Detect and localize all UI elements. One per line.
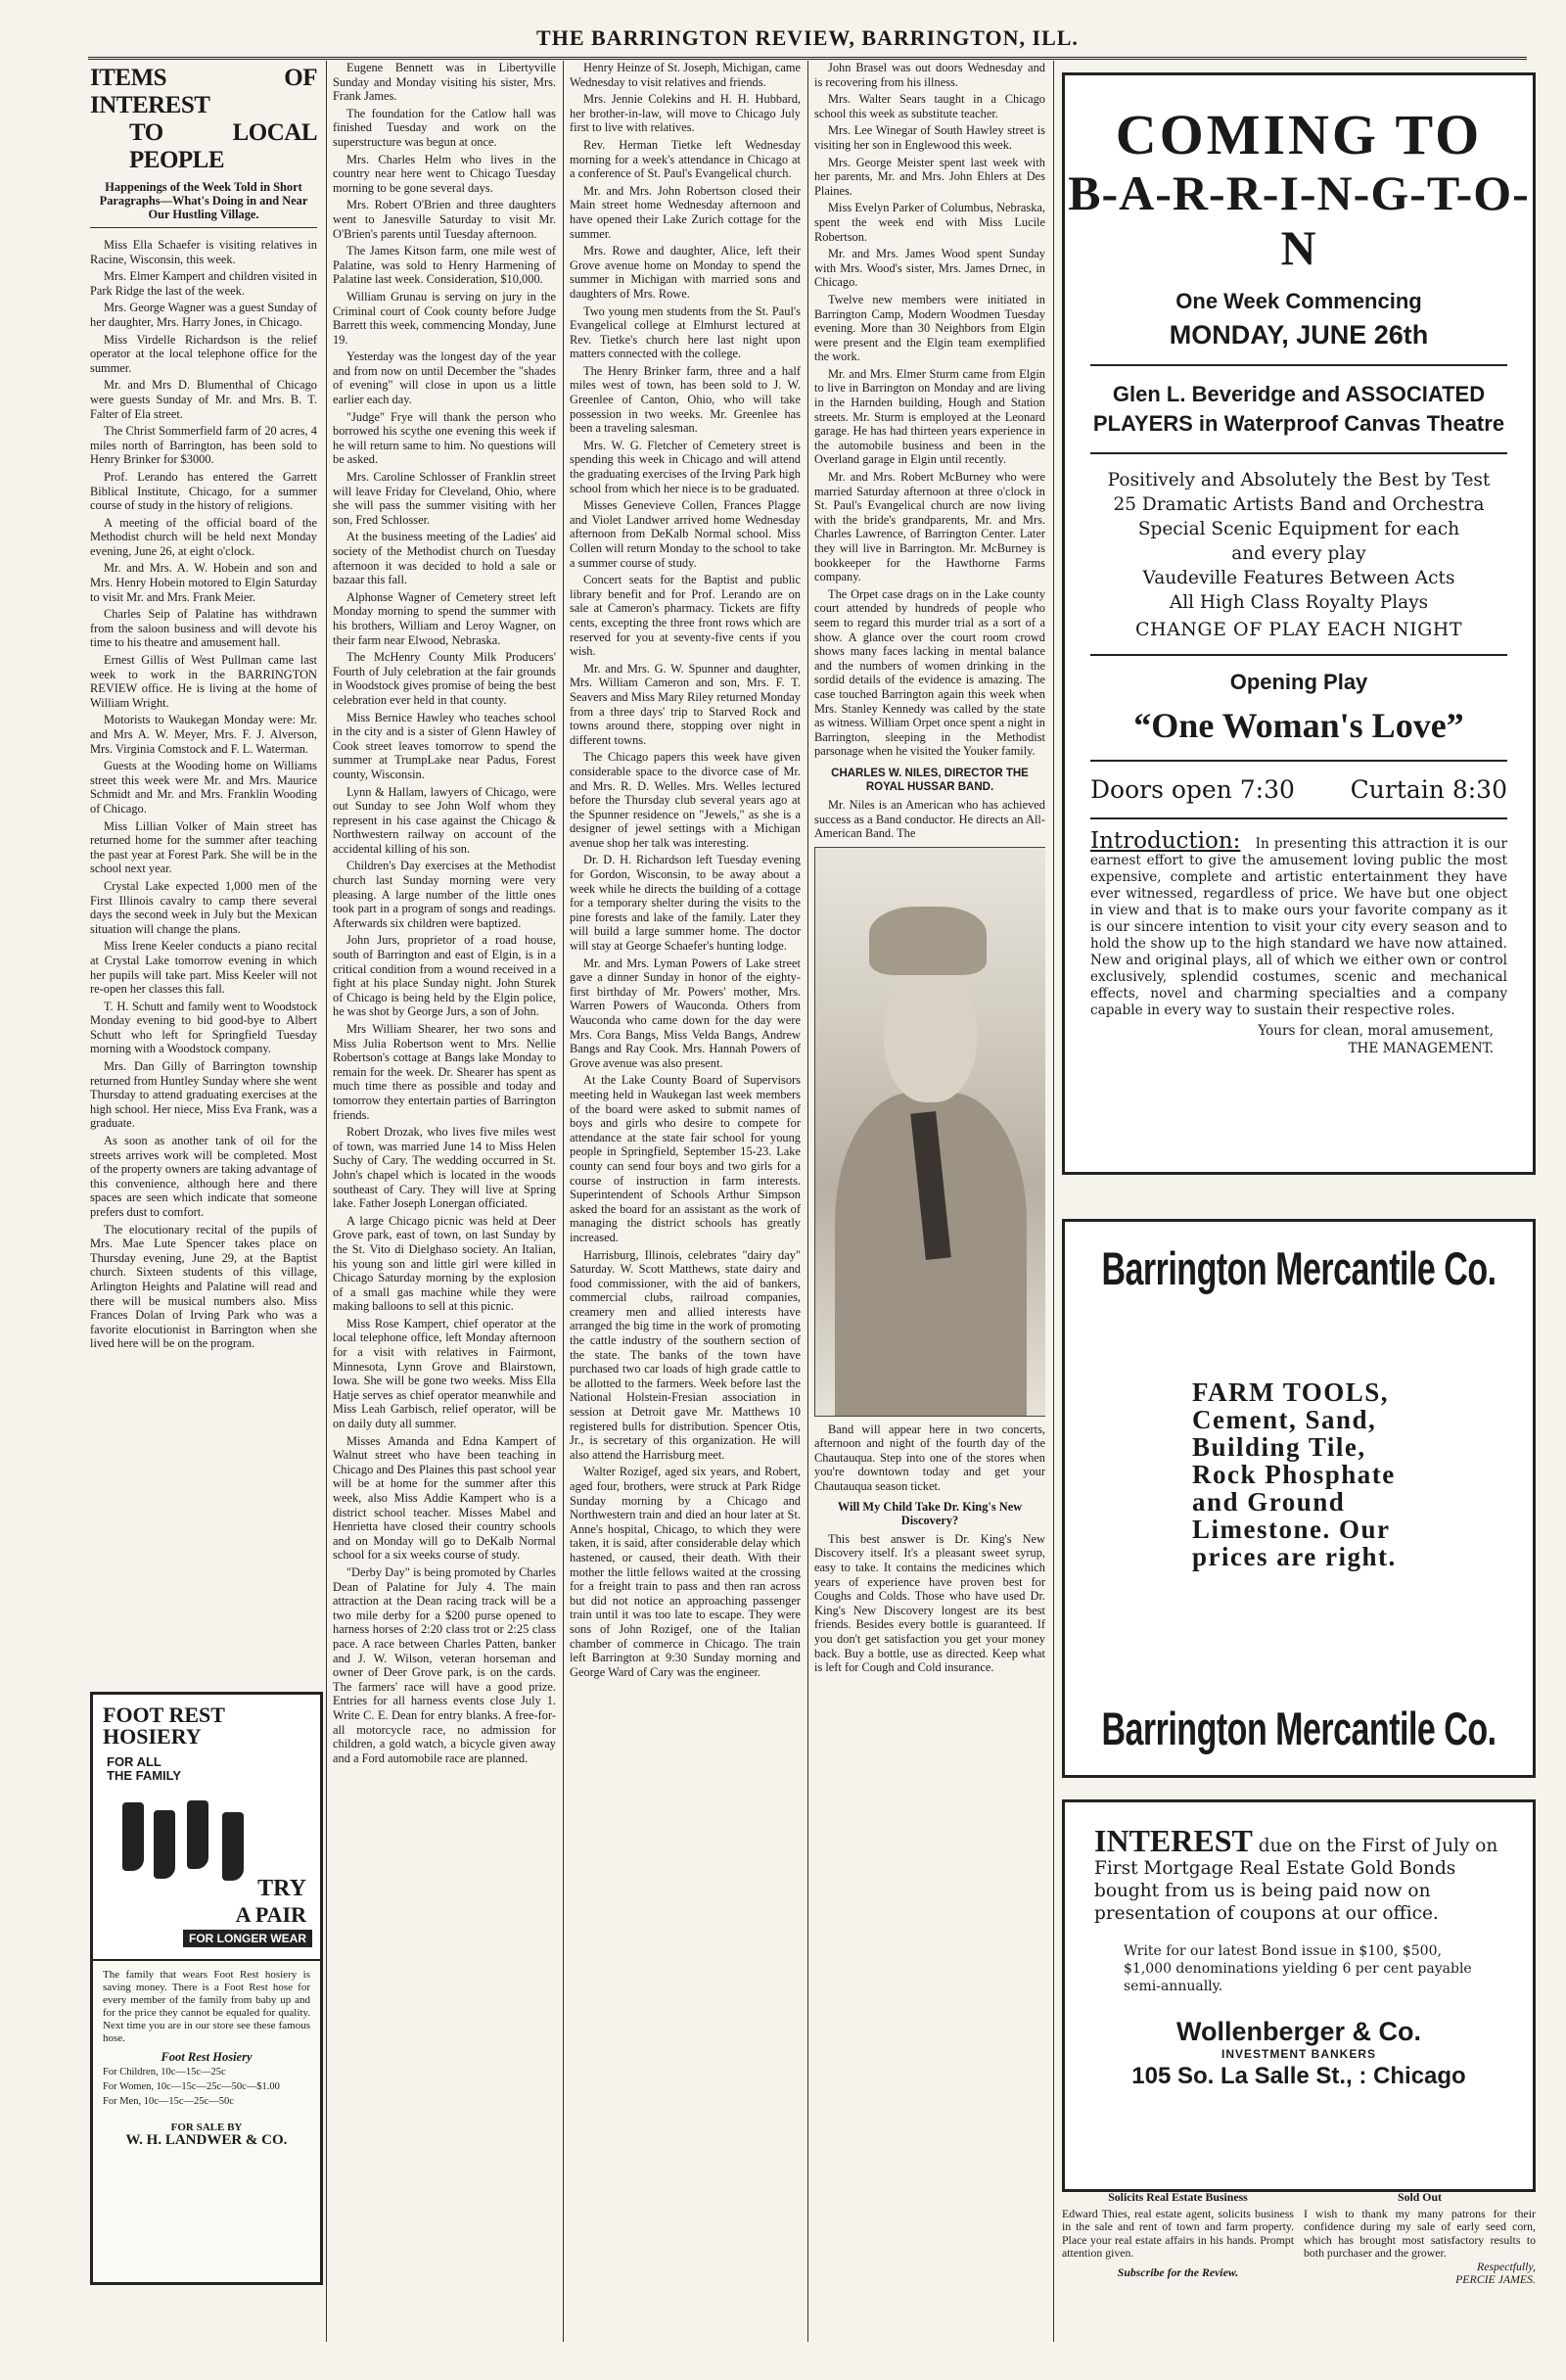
king-title: Will My Child Take Dr. King's New Discovery?: [837, 1499, 1023, 1528]
feature-5: Vaudeville Features Between Acts: [1142, 568, 1455, 588]
divider: [1090, 654, 1507, 656]
product-line: Rock Phosphate: [1192, 1460, 1396, 1489]
column-3: [570, 61, 801, 2342]
news-item: The Chicago papers this week have given considerable space to the divorce case of Mr. and Mrs. R. D. Welles. Mrs. Welles lectured before the Thursday club several years ago at the Spunner residence on "Jewels," as she is a designer of jewel settings with a Michigan avenue shop her talk was interesting.: [570, 750, 801, 850]
caption-text: Mr. Niles is an American who has achieved success as a Band conductor. He directs an All-American Band. The: [814, 797, 1045, 841]
news-item: Henry Heinze of St. Joseph, Michigan, came Wednesday to visit relatives and friends.: [570, 61, 801, 89]
news-item: Eugene Bennett was in Libertyville Sunday and Monday visiting his sister, Mrs. Frank James.: [333, 61, 556, 104]
news-item: At the business meeting of the Ladies' aid society of the Methodist church on Tuesday afternoon it was decided to hold a sale or bazaar this fall.: [333, 530, 556, 587]
sold-out-notice: [1304, 2191, 1536, 2357]
king-text: This best answer is Dr. King's New Discovery itself. It's a pleasant sweet syrup, easy to take. It contains the medicines which years of experience have proven best for Coughs and Colds. Those who have used Dr. King's New Discovery longest are its best friends. Besides every bottle is guaranteed. If you don't get satisfaction you get your money back. Buy a bottle, use as directed. Keep what is left for Cough and Cold insurance.: [814, 1531, 1045, 1675]
ad-subtitle-line-1: FOR ALL: [107, 1754, 161, 1769]
doors-open: Doors open 7:30: [1090, 775, 1295, 804]
feature-1: Positively and Absolutely the Best by Test: [1107, 470, 1491, 490]
store-name: W. H. LANDWER & CO.: [125, 2132, 288, 2148]
divider: [1090, 760, 1507, 762]
feature-3: Special Scenic Equipment for each: [1137, 519, 1460, 539]
foot-rest-hosiery-ad: [90, 1692, 323, 2285]
ad-title: [103, 1704, 225, 1748]
ad-subtitle: [107, 1755, 181, 1783]
product-line: Building Tile,: [1192, 1432, 1366, 1462]
masthead: THE BARRINGTON REVIEW, BARRINGTON, ILL.: [88, 20, 1527, 60]
news-item: Mrs. George Meister spent last week with her parents, Mr. and Mrs. John Ehlers at Des Plaines.: [814, 155, 1045, 198]
news-item: Miss Virdelle Richardson is the relief operator at the local telephone office for the summer.: [90, 332, 317, 375]
subscribe-line: Subscribe for the Review.: [1117, 2264, 1239, 2279]
news-item: Guests at the Wooding home on Williams street this week were Mr. and Mrs. Maurice Schmidt and Mr. and Mrs. Franklin Wooding of Chicago.: [90, 759, 317, 816]
change-of-play: CHANGE OF PLAY EACH NIGHT: [1134, 619, 1463, 640]
news-item: Dr. D. H. Richardson left Tuesday evening for Gordon, Wisconsin, to be away about a week while he directs the building of a cottage for a temporary shelter during the visits to the pine forests and lake of the family. Later they will build a large summer home. The doctor will stay at George Schaefer's hunting lodge.: [570, 853, 801, 954]
news-item: Rev. Herman Tietke left Wednesday morning for a week's attendance in Chicago at a conference of St. Paul's Evangelical church.: [570, 137, 801, 181]
column-1: [90, 61, 317, 1686]
price-women: For Women, 10c—15c—25c—50c—$1.00: [103, 2081, 280, 2092]
col3-articles: [570, 61, 801, 1679]
ad-title-line-2: HOSIERY: [103, 1724, 202, 1749]
news-item: Mrs. Lee Winegar of South Hawley street is visiting her son in Englewood this week.: [814, 123, 1045, 152]
news-item: T. H. Schutt and family went to Woodstock Monday evening to bid good-bye to Albert Schutt who left for Springfield Tuesday morning with a Woodstock company.: [90, 999, 317, 1056]
news-item: Crystal Lake expected 1,000 men of the First Illinois cavalry to camp there several days the second week in July but the Mexican situation will change the plans.: [90, 878, 317, 936]
news-item: Miss Bernice Hawley who teaches school in the city and is a sister of Glenn Hawley of Cook street leaves tomorrow to spend the summer at TrumpLake near Padus, Forest county, Wisconsin.: [333, 710, 556, 781]
news-item: The Henry Brinker farm, three and a half miles west of town, has been sold to J. W. Greenlee of Canton, Ohio, who will take possession in two weeks. Mr. Greenlee has been a traveling salesman.: [570, 363, 801, 436]
interest-body: due on the First of July on First Mortgage Real Estate Gold Bonds bought from us is being paid now on presentation of coupons at our office.: [1094, 1836, 1498, 1924]
monday-date: MONDAY, JUNE 26th: [1169, 320, 1429, 350]
news-item: John Jurs, proprietor of a road house, south of Barrington and east of Elgin, is in a critical condition from a wound received in a fight at his place Sunday night. John Sturek of Chicago is being held by the Elgin police, he was shot by George Jurs, a son of John.: [333, 933, 556, 1019]
ad-try: TRY: [257, 1876, 306, 1901]
news-item: Mrs William Shearer, her two sons and Miss Julia Robertson went to Mrs. Nellie Robertson's cottage at Bangs lake Monday to remain for the week. Dr. Shearer has spent as much time there as possible and today and tomorrow they entertain parties of Barrington friends.: [333, 1022, 556, 1122]
show-times: [1090, 775, 1507, 804]
column-rule: [1053, 61, 1054, 2342]
news-item: Charles Seip of Palatine has withdrawn from the saloon business and will devote his time to his theatre and amusement hall.: [90, 607, 317, 650]
product-line: prices are right.: [1192, 1542, 1397, 1571]
intro-lead: Introduction:: [1090, 828, 1241, 854]
headline: [90, 65, 317, 174]
ad-pair: A PAIR: [235, 1902, 306, 1927]
investment-bankers: INVESTMENT BANKERS: [1221, 2047, 1376, 2061]
ad-title-line-1: FOOT REST: [103, 1703, 225, 1727]
divider: [1090, 364, 1507, 366]
news-item: Mrs. Jennie Colekins and H. H. Hubbard, her brother-in-law, will move to Chicago July first to live with relatives.: [570, 92, 801, 135]
news-item: Mr. and Mrs. A. W. Hobein and son and Mrs. Henry Hobein motored to Elgin Saturday to visit Mr. and Mrs. Frank Meier.: [90, 561, 317, 604]
interest-heading: INTEREST: [1094, 1823, 1253, 1858]
write-for-issue: Write for our latest Bond issue in $100, $500, $1,000 denominations yielding 6 per cent payable semi-annually.: [1124, 1943, 1472, 1994]
feature-2: 25 Dramatic Artists Band and Orchestra: [1113, 494, 1485, 515]
ad-subtitle-line-2: THE FAMILY: [107, 1768, 182, 1783]
news-item: John Brasel was out doors Wednesday and is recovering from his illness.: [814, 61, 1045, 89]
divider: [1090, 452, 1507, 454]
ad-longer-wear: FOR LONGER WEAR: [183, 1930, 312, 1947]
ad-hosiery-label: Foot Rest Hosiery: [161, 2050, 253, 2064]
mercantile-ad: [1062, 1219, 1536, 1778]
news-item: Concert seats for the Baptist and public library benefit and for Prof. Lerando are on sale at Cameron's pharmacy. Tickets are fifty cents, excepting the three front rows which are reserved for you at seventy-five cents if you wish.: [570, 573, 801, 659]
news-item: The elocutionary recital of the pupils of Mrs. Mae Lute Spencer takes place on Thursday evening, June 29, at the Baptist church. Sixteen students of this village, Arlington Heights and Palatine will read and there will be musical numbers also. Miss Frances Dolan of Irving Park who was a favorite elocutionist in Barrington when she lived here will be on the program.: [90, 1222, 317, 1351]
mercantile-name-top: Barrington Mercantile Co.: [1101, 1243, 1497, 1296]
news-item: Miss Lillian Volker of Main street has returned home for the summer after teaching the past year at Forest Park. She will be in the school next year.: [90, 818, 317, 876]
news-item: A large Chicago picnic was held at Deer Grove park, east of town, on last Sunday by the St. Vito di Dielghaso society. An Italian, his young son and little girl were killed in Chicago Saturday morning by the explosion of a small gas machine while they were making balloons to sell at this picnic.: [333, 1213, 556, 1314]
news-item: The James Kitson farm, one mile west of Palatine, was sold to Henry Harmening of Palatine last week. Consideration, $10,000.: [333, 244, 556, 287]
for-sale-by: FOR SALE BY: [170, 2122, 243, 2133]
subheadline: Happenings of the Week Told in Short Paragraphs—What's Doing in and Near Our Hustling Village.: [90, 180, 317, 228]
news-item: Mr. and Mrs. Elmer Sturm came from Elgin to live in Barrington on Monday and are living in the Harnden building, Hough and Station streets. Mr. Sturm is employed at the Leonard garage. He has had thirteen years experience in the automobile business and been in the Overland garage in Elgin until recently.: [814, 366, 1045, 467]
news-item: Miss Ella Schaefer is visiting relatives in Racine, Wisconsin, this week.: [90, 238, 317, 266]
news-item: Ernest Gillis of West Pullman came last week to work in the BARRINGTON REVIEW office. He is living at the home of William Wright.: [90, 653, 317, 710]
news-item: Misses Genevieve Collen, Frances Plagge and Violet Landwer arrived home Wednesday afternoon from DeKalb Normal school. Miss Collen will return Monday to the school to take a summer course of study.: [570, 498, 801, 570]
news-item: As soon as another tank of oil for the streets arrives work will be completed. Most of the property owners are taking advantage of this convenience, although here and there spaces are seen which indicate that someone prefers dust to comfort.: [90, 1134, 317, 1219]
product-line: and Ground: [1192, 1487, 1346, 1517]
introduction: [1090, 828, 1507, 1019]
management: THE MANAGEMENT.: [1348, 1041, 1494, 1056]
news-item: Mrs. Dan Gilly of Barrington township returned from Huntley Sunday where she went Thursday to attend graduating exercises at the high school. Her niece, Miss Eva Frank, was a graduate.: [90, 1059, 317, 1131]
product-line: FARM TOOLS,: [1192, 1377, 1390, 1407]
news-item: The Orpet case drags on in the Lake county court attended by hundreds of people who seem to regard this murder trial as a sort of a show. A glance over the court room crowd shows many faces lacking in mental balance and the numbers of women drinking in the sordid details of the evidence is amazing. The case touched Barrington again this week when Mrs. Stanley Kennedy was called by the state as witness. William Orpet once spent a night in Barrington, sleeping in the Methodist parsonage when he visited the Youker family.: [814, 586, 1045, 759]
col4-articles: [814, 61, 1045, 759]
news-item: Mr. and Mrs. James Wood spent Sunday with Mrs. Wood's sister, Mrs. James Drnec, in Chicago.: [814, 247, 1045, 290]
news-item: Children's Day exercises at the Methodist church last Sunday morning were very pleasing. A large number of the little ones took part in a program of songs and readings. Afterwards six children were baptized.: [333, 859, 556, 930]
news-item: Mrs. W. G. Fletcher of Cemetery street is spending this week in Chicago and will attend the graduating exercises of the Irving Park high school from which her niece is to be graduated.: [570, 438, 801, 495]
feature-6: All High Class Royalty Plays: [1169, 592, 1429, 613]
col2-articles: [333, 61, 556, 1765]
news-item: At the Lake County Board of Supervisors meeting held in Waukegan last week members of the board were asked to submit names of boys and girls who desire to compete for attendance at the state fair school for young people in Springfield, September 15-23. Lake county can send four boys and two girls for a course of instruction in farm interests. Superintendent of Schools Arthur Simpson asked the board for an assistant as the work of managing the district schools has greatly increased.: [570, 1073, 801, 1244]
news-item: Mr. and Mrs. Robert McBurney who were married Saturday afternoon at three o'clock in St. Paul's Evangelical church are now living with the bride's grandparents, Mr. and Mrs. Charles Lawrence, of Barrington Center. Later they will live in Barrington. Mr. McBurney is bookkeeper for the Hawthorne Farms company.: [814, 470, 1045, 584]
col1-articles: [90, 238, 317, 1351]
news-item: Mrs. Rowe and daughter, Alice, left their Grove avenue home on Monday to spend the summer in Michigan with married sons and daughters of Mrs. Rowe.: [570, 244, 801, 301]
news-item: Motorists to Waukegan Monday were: Mr. and Mrs A. W. Meyer, Mrs. F. J. Alverson, Mrs. Virginia Comstock and F. L. Waterman.: [90, 713, 317, 756]
barrington-title: B-A-R-R-I-N-G-T-O-N: [1068, 165, 1530, 275]
news-item: The McHenry County Milk Producers' Fourth of July celebration at the fair grounds in Woodstock gives promise of being the best celebration ever held in that county.: [333, 650, 556, 707]
news-item: The foundation for the Catlow hall was finished Tuesday and work on the superstructure was begun at once.: [333, 106, 556, 149]
photo-caption: CHARLES W. NILES, DIRECTOR THE ROYAL HUSSAR BAND.: [831, 767, 1029, 793]
column-rule: [807, 61, 808, 2342]
interest-text: [1094, 1823, 1503, 1925]
news-item: Mrs. George Wagner was a guest Sunday of her daughter, Mrs. Harry Jones, in Chicago.: [90, 301, 317, 329]
opening-play-label: Opening Play: [1229, 670, 1368, 694]
after-photo-text: Band will appear here in two concerts, afternoon and night of the fourth day of the Chautauqua. Step into one of the stores when you're downtown today and get your Chautauqua season ticket.: [814, 1422, 1045, 1494]
divider: [1090, 817, 1507, 819]
news-item: "Judge" Frye will thank the person who borrowed his scythe one evening this week if he will return same to him. No questions will be asked.: [333, 409, 556, 467]
ad-body: [93, 1961, 320, 2155]
notice-text: I wish to thank my many patrons for their confidence during my sale of early seed corn, which has brought most satisfactory results to both purchaser and the grower.: [1304, 2206, 1536, 2260]
news-item: Mrs. Elmer Kampert and children visited in Park Ridge the last of the week.: [90, 269, 317, 298]
product-line: Limestone. Our: [1192, 1515, 1391, 1544]
price-children: For Children, 10c—15c—25c: [103, 2067, 226, 2077]
ad-illustration: [93, 1695, 320, 1961]
headline-line-1: ITEMS OF INTEREST: [90, 65, 317, 118]
news-item: Mr. and Mrs. Lyman Powers of Lake street gave a dinner Sunday in honor of the eighty-first birthday of Mr. Powers' mother, Mrs. Warren Powers of Wauconda. Others from Wauconda who came down for the day were Mrs. Cora Bangs, Miss Velda Bangs, Andrew Bangs and Ray Cook. Mrs. Hannah Powers of Grove avenue was also present.: [570, 956, 801, 1070]
news-item: Mrs. Charles Helm who lives in the country near here went to Chicago Tuesday morning to be gone several days.: [333, 152, 556, 195]
news-item: Mr. and Mrs. G. W. Spunner and daughter, Mrs. William Cameron and son, Mrs. F. T. Seavers and Miss Mary Riley returned Monday from a three days' trip to Starved Rock and towns around there, stopping over night in different towns.: [570, 661, 801, 747]
coming-to: COMING TO: [1115, 103, 1483, 166]
news-item: Mrs. Caroline Schlosser of Franklin street will leave Friday for Cleveland, Ohio, where she will pass the summer visiting with her son, Fred Schlosser.: [333, 470, 556, 527]
bond-interest-ad: [1062, 1799, 1536, 2192]
portrait-photo: [814, 847, 1045, 1417]
firm-name: Wollenberger & Co.: [1175, 2017, 1422, 2046]
news-item: Twelve new members were initiated in Barrington Camp, Modern Woodmen Tuesday evening. More than 30 Neighbors from Elgin were present and the Elgin team exemplified the work.: [814, 292, 1045, 364]
signature-name: PERCIE JAMES.: [1455, 2272, 1536, 2286]
news-item: Mr. and Mrs D. Blumenthal of Chicago were guests Sunday of Mr. and Mrs. B. T. Falter of Ela street.: [90, 378, 317, 421]
news-item: Miss Irene Keeler conducts a piano recital at Crystal Lake tomorrow evening in which her pupils will take part. Miss Keeler will not re-open her classes this fall.: [90, 939, 317, 997]
play-title: “One Woman's Love”: [1133, 706, 1464, 745]
news-item: Prof. Lerando has entered the Garrett Biblical Institute, Chicago, for a summer course of study in the history of religions.: [90, 469, 317, 513]
news-item: Mrs. Robert O'Brien and three daughters went to Janesville Saturday to visit Mr. O'Brien's parents until Tuesday afternoon.: [333, 198, 556, 241]
news-item: The Christ Sommerfield farm of 20 acres, 4 miles north of Barrington, has been sold to Henry Brinker for $3000.: [90, 424, 317, 467]
column-rule: [326, 61, 327, 2342]
news-item: Robert Drozak, who lives five miles west of town, was married June 14 to Miss Helen Suchy of Cary. The wedding occurred in St. John's chapel which is located in the woods southeast of Cary. They will live at Spring lake. Father Joseph Lonergan officiated.: [333, 1125, 556, 1211]
intro-text: In presenting this attraction it is our earnest effort to give the amusement loving public the most expensive, complete and artistic entertainment they have ever witnessed, regardless of price. We have but one object in view and that is to make ours your favorite company as it is our sincere intention to visit your city every season and to hold the show up to the high standard we have now attained. New and original plays, all of which we either own or control exclusively, splendid costumes, scenic and mechanical effects, novel and charming specialties and a company capable in every way to sustain their respective roles.: [1090, 836, 1507, 1018]
mercantile-products: [1192, 1378, 1397, 1570]
week-commencing: One Week Commencing: [1175, 289, 1422, 313]
news-item: Alphonse Wagner of Cemetery street left Monday morning to spend the summer with his brothers, William and Leroy Wagner, on their farm near Elwood, Nebraska.: [333, 589, 556, 647]
headline-line-2: TO LOCAL PEOPLE: [129, 119, 317, 173]
news-item: Misses Amanda and Edna Kampert of Walnut street who have been teaching in Chicago and Des Plaines this past school year will be at home for the summer after this week, also Miss Addie Kampert who is a district school teacher. Misses Mabel and Henrietta have closed their country schools and on Monday will go to DeKalb Normal school for a six weeks course of study.: [333, 1433, 556, 1563]
feature-4: and every play: [1231, 543, 1366, 564]
column-4: [814, 61, 1045, 2342]
column-rule: [563, 61, 564, 2342]
news-item: "Derby Day" is being promoted by Charles Dean of Palatine for July 4. The main attraction at the Dean racing track will be a two mile derby for a $200 purse opened to harness horses of 2:20 class trot or 2:25 class pace. A race between Charles Patten, banker and J. W. Wilson, veteran horseman and owner of Deer Grove park, is on the cards. The farmers' race will have a good prize. Entries for all harness events close July 1. Write C. E. Dean for entry blanks. A free-for-all motorcycle race, no admission for children, a gold watch, a bicycle given away and a Ford automobile race are planned.: [333, 1564, 556, 1765]
notice-title: Solicits Real Estate Business: [1108, 2190, 1248, 2204]
stocking-legs-icon: [113, 1793, 299, 1881]
signoff: Yours for clean, moral amusement,: [1258, 1023, 1494, 1039]
real-estate-notice: [1062, 2191, 1294, 2357]
bottom-notices: [1062, 2191, 1536, 2357]
mercantile-name-bottom: Barrington Mercantile Co.: [1101, 1703, 1497, 1756]
price-men: For Men, 10c—15c—25c—50c: [103, 2096, 234, 2107]
news-item: Walter Rozigef, aged six years, and Robert, aged four, brothers, were struck at Park Ridge Sunday morning by a Chicago and Northwestern train and died an hour later at St. Anne's hospital, Chicago, to which they were taken, it is said, after considerable delay which hastened, or caused, their death. With their mother the little fellows waited at the crossing for a freight train to pass and then ran across but did not notice an approaching passenger train until it was too late to escape. They were sons of John Rozigef, one of the Italian chamber of commerce in Chicago. The train left Barrington at 9:30 Sunday morning and George Ward of Cary was the engineer.: [570, 1465, 801, 1679]
news-item: Miss Rose Kampert, chief operator at the local telephone office, left Monday afternoon for a visit with relatives in Fairmont, Minnesota, Lynn Grove and Blairstown, Iowa. She will be gone two weeks. Miss Ella Hatje serves as chief operator meanwhile and Miss Leah Garbisch, relief operator, will be on daily duty all summer.: [333, 1316, 556, 1431]
news-item: Miss Evelyn Parker of Columbus, Nebraska, spent the week end with Miss Lucile Robertson.: [814, 201, 1045, 244]
players-line: Glen L. Beveridge and ASSOCIATED PLAYERS in Waterproof Canvas Theatre: [1092, 382, 1505, 436]
column-2: [333, 61, 556, 2342]
news-item: Two young men students from the St. Paul's Evangelical college at Elmhurst lectured at Rev. Tietke's church here last night upon matters connected with the college.: [570, 303, 801, 361]
notice-text: Edward Thies, real estate agent, solicits business in the sale and rent of town and farm property. Place your real estate affairs in his hands. Prompt attention given.: [1062, 2206, 1294, 2260]
respectfully: Respectfully,: [1477, 2259, 1536, 2273]
news-item: Lynn & Hallam, lawyers of Chicago, were out Sunday to see John Wolf whom they represent in his case against the Chicago & Northwestern railway on account of the accidental killing of his son.: [333, 784, 556, 856]
news-item: Mr. and Mrs. John Robertson closed their Main street home Wednesday afternoon and have opened their Lake Zurich cottage for the summer.: [570, 183, 801, 241]
product-line: Cement, Sand,: [1192, 1405, 1377, 1434]
firm-address: 105 So. La Salle St., : Chicago: [1131, 2063, 1466, 2089]
notice-title: Sold Out: [1398, 2190, 1442, 2204]
news-item: William Grunau is serving on jury in the Criminal court of Cook county before Judge Barrett this week, commencing Monday, June 19.: [333, 289, 556, 347]
ad-body-text: The family that wears Foot Rest hosiery is saving money. There is a Foot Rest hose for every member of the family from baby up and for the price they cannot be equaled for quality. Next time you are in our store see these famous hose.: [103, 1969, 310, 2044]
curtain-time: Curtain 8:30: [1350, 775, 1507, 804]
theatre-ad: [1062, 72, 1536, 1175]
news-item: Yesterday was the longest day of the year and from now on until December the "shades of evening" will close in upon us a little earlier each day.: [333, 350, 556, 407]
news-item: Mrs. Walter Sears taught in a Chicago school this week as substitute teacher.: [814, 92, 1045, 120]
news-item: A meeting of the official board of the Methodist church will be held next Monday evening, June 26, at eight o'clock.: [90, 515, 317, 558]
news-item: Harrisburg, Illinois, celebrates "dairy day" Saturday. W. Scott Matthews, state dairy and food commissioner, with the aid of bankers, commercial clubs, railroad companies, creamery men and allied interests have arranged the big time in the work of promoting the cattle industry of the southern section of the state. The banks of the town have purchased two car loads of high grade cattle to be allotted to the farmers. Week before last the National Holstein-Fresian association in session at Detroit gave Mr. Matthews 10 registered bulls for distribution. Spencer Otis, Jr., is secretary of this organization. He will also attend the Harrisburg meet.: [570, 1247, 801, 1462]
